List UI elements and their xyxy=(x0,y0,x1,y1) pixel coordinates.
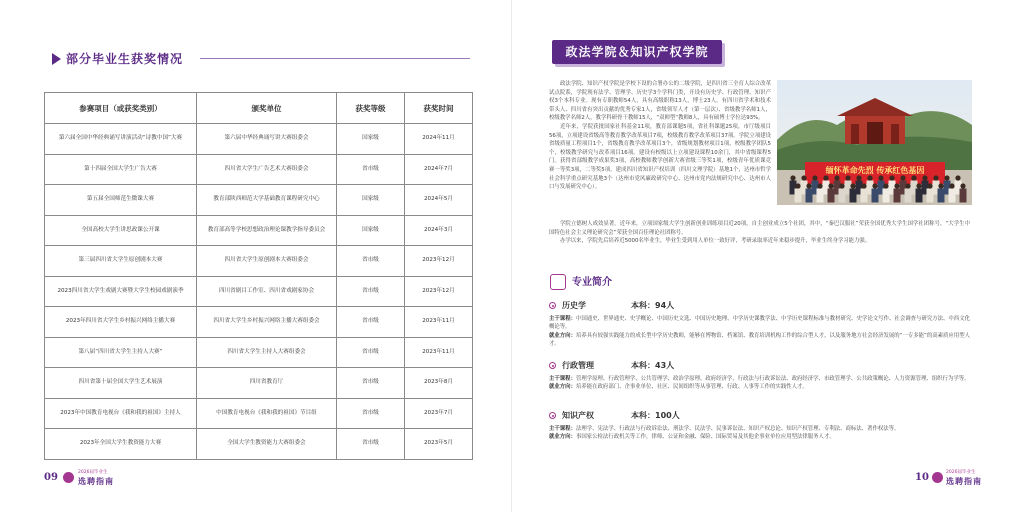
person-body xyxy=(905,189,912,203)
person-head xyxy=(845,175,850,180)
person-head xyxy=(806,183,811,188)
person-body xyxy=(828,189,835,203)
person-head xyxy=(867,175,872,180)
cell-date: 2024年5月 xyxy=(405,185,473,216)
page-number: 09 xyxy=(44,472,58,483)
cell-project: 2023四川省大学生戏剧大赛暨大学生校园戏剧演季 xyxy=(45,276,197,307)
person-body xyxy=(938,189,945,203)
intro-paragraph: 近年来，学院获批国家社科基金11项，教育部课题5项，省社科课题25项，市厅级项目56项，立项建设省级高等教育教学改革项目7项，校级教育教学改革项目37项。学院立项建设省级质量工程项目1个，省级教育教学改革项目3个，省级规划教材项目1项，校级教学团队5个，校级教学研究与改革项目16项。建设有校级以上立项建设课程10余门，其中省级课程5门。获得省部级教学成果奖3项，高校教师教学创新大赛省级三等奖1项，校级青年优质课竞赛一等奖3项，二等奖5项。建成四川省知识产权培训（四川文理学院）基地1个，达州市哲学社会科学重点研究基地3个（达州市党风廉政研究中心、达州市党内法规研究中心、达州市人口与发展研究中心）。 xyxy=(549,123,771,191)
major-count: 本科：43人 xyxy=(631,361,675,370)
page-number: 10 xyxy=(915,472,929,483)
person-head xyxy=(933,175,938,180)
person-body xyxy=(850,189,857,203)
major-jobs: 就业方向：事国家公检法行政机关等工作，律师、公证和金融、保险、国际贸易及其他企事业单位应用型法律服务人才。 xyxy=(549,434,835,441)
person-head xyxy=(889,175,894,180)
cell-issuer: 全国大学生教资能力大赛组委会 xyxy=(197,429,337,460)
table-row xyxy=(45,368,473,399)
major-courses: 主干课程：中国通史、世界通史、史学概论、中国历史文选、中国历史地理、中学历史课教学法、中学历史课程标准与教材研究、史学论文写作、社会调查与研究方法、中西文化概论等。 xyxy=(549,316,970,331)
logo-badge-icon xyxy=(932,472,943,483)
person-head xyxy=(812,175,817,180)
major-ip xyxy=(549,410,970,442)
cell-level: 省市级 xyxy=(337,368,405,399)
header-level: 获奖等级 xyxy=(337,93,405,124)
table-row xyxy=(45,154,473,185)
cell-project: 全国高校大学生讲思政课公开课 xyxy=(45,215,197,246)
cell-issuer: 教育部陕西师范大学基础教育课程研究中心 xyxy=(197,185,337,216)
major-name: 知识产权 xyxy=(562,411,594,420)
college-intro xyxy=(549,80,771,192)
major-name: 行政管理 xyxy=(562,361,594,370)
table-row xyxy=(45,429,473,460)
person-head xyxy=(828,183,833,188)
cell-project: 第五届全国师范生微课大赛 xyxy=(45,185,197,216)
person-head xyxy=(911,175,916,180)
person-head xyxy=(856,175,861,180)
person-head xyxy=(834,175,839,180)
cell-project: 四川省第十届全国大学生艺术展演 xyxy=(45,368,197,399)
person-head xyxy=(900,175,905,180)
triangle-marker-icon xyxy=(52,53,61,65)
cell-level: 省市级 xyxy=(337,276,405,307)
cell-date: 2023年7月 xyxy=(405,398,473,429)
cell-issuer: 中国教育电视台《我和我的祖国》节目组 xyxy=(197,398,337,429)
table-row xyxy=(45,185,473,216)
cell-level: 省市级 xyxy=(337,154,405,185)
cell-level: 省市级 xyxy=(337,307,405,338)
cell-date: 2024年3月 xyxy=(405,215,473,246)
major-intro-icon xyxy=(550,274,566,290)
major-public-admin xyxy=(549,360,970,392)
person-body xyxy=(883,189,890,203)
cell-issuer: 四川省大学生原创剧本大赛组委会 xyxy=(197,246,337,277)
person-head xyxy=(878,175,883,180)
person-body xyxy=(927,189,934,203)
group-photo-illustration xyxy=(777,80,972,205)
person-body xyxy=(817,189,824,203)
cell-date: 2023年5月 xyxy=(405,429,473,460)
person-head xyxy=(801,175,806,180)
intro-paragraph: 学院立德树人成效显著。近年来，立项国家级大学生创新创业训练项目近20项，自主创业成立5个社团，其中，“秦巴汉服社”荣获全国优秀大学生国学社团称号，“大学生中国特色社会主义理论研究会”荣获全国百佳理论社团称号。 xyxy=(549,221,970,236)
footer-title: 选聘指南 xyxy=(946,477,982,486)
cell-date: 2023年12月 xyxy=(405,276,473,307)
footer-title: 选聘指南 xyxy=(78,477,114,486)
cell-level: 省市级 xyxy=(337,246,405,277)
person-head xyxy=(850,183,855,188)
cell-project: 第三届四川省大学生原创剧本大赛 xyxy=(45,246,197,277)
cell-level: 国家级 xyxy=(337,215,405,246)
table-row xyxy=(45,337,473,368)
awards-table xyxy=(44,92,473,460)
person-head xyxy=(944,175,949,180)
table-row xyxy=(45,276,473,307)
table-row xyxy=(45,398,473,429)
cell-level: 省市级 xyxy=(337,429,405,460)
major-name: 历史学 xyxy=(562,301,586,310)
cell-issuer: 四川省教育厅 xyxy=(197,368,337,399)
person-body xyxy=(894,189,901,203)
cell-project: 第六届全国中华经典诵写讲演活动“诗教中国”大赛 xyxy=(45,124,197,155)
person-head xyxy=(823,175,828,180)
bullet-icon xyxy=(549,302,556,309)
intro-paragraph: 政法学院、知识产权学院是学校下设的合署办公的二级学院，是四川省三全育人综合改革试点院系，学院现有法学、管理学、历史学3个学科门类，开设有历史学、行政管理、知识产权3个本科专业。现有专职教师54人，具有高级职称13人，博士23人。有四川省学术和技术带头人、四川省有突出贡献的优秀专家1人，省级领军人才（第一层次）、省级教学名师1人，校级教学名师2人，教学科研骨干教师15人，“双师型”教师8人，具有硕博士学位达93%。 xyxy=(549,81,771,122)
footer-subtitle: 2026届毕业生 xyxy=(78,470,108,475)
cell-date: 2023年11月 xyxy=(405,337,473,368)
major-courses: 主干课程：法理学、宪法学、行政法与行政诉讼法、刑法学、民法学、民事诉讼法、知识产权总论、知识产权管理、专利法、商标法、著作权法等。 xyxy=(549,426,900,432)
table-row xyxy=(45,246,473,277)
person-body xyxy=(861,189,868,203)
bullet-icon xyxy=(549,362,556,369)
person-head xyxy=(883,183,888,188)
person-body xyxy=(806,189,813,203)
awards-section-title: 部分毕业生获奖情况 xyxy=(66,52,184,66)
college-title-box xyxy=(552,40,722,64)
cell-level: 省市级 xyxy=(337,337,405,368)
cell-issuer: 四川省剧目工作室、四川省戏剧家协会 xyxy=(197,276,337,307)
major-jobs: 就业方向：培养能在政府部门、企事业单位、社区、民间组织等从事管理、行政、人事等工作的实践性人才。 xyxy=(549,384,808,391)
cell-level: 国家级 xyxy=(337,124,405,155)
cell-level: 国家级 xyxy=(337,185,405,216)
person-head xyxy=(839,183,844,188)
header-issuer: 颁奖单位 xyxy=(197,93,337,124)
cell-date: 2024年11月 xyxy=(405,124,473,155)
group-photo xyxy=(777,80,972,205)
person-head xyxy=(795,183,800,188)
table-header-row xyxy=(45,93,473,124)
title-divider xyxy=(200,58,470,59)
college-title: 政法学院＆知识产权学院 xyxy=(565,45,709,59)
table-row xyxy=(45,307,473,338)
cell-issuer: 第六届中华经典诵写讲大赛组委会 xyxy=(197,124,337,155)
major-jobs: 就业方向：培养具有较强实践能力的成长型中学历史教师，能够在博物馆、档案馆、教育培训机构工作的综合型人才，以及服务地方社会经济发展的“一专多能”的高素质应用型人才。 xyxy=(549,332,970,348)
cell-project: 2023年全国大学生教资能力大赛 xyxy=(45,429,197,460)
person-head xyxy=(790,175,795,180)
person-body xyxy=(795,189,802,203)
person-head xyxy=(938,183,943,188)
person-head xyxy=(960,183,965,188)
header-project: 参赛项目（或获奖类别） xyxy=(45,93,197,124)
person-head xyxy=(949,183,954,188)
person-head xyxy=(861,183,866,188)
major-history xyxy=(549,300,970,349)
cell-date: 2023年8月 xyxy=(405,368,473,399)
person-head xyxy=(916,183,921,188)
person-head xyxy=(905,183,910,188)
cell-project: 2023年中国教育电视台《我和我的祖国》主持人 xyxy=(45,398,197,429)
person-head xyxy=(927,183,932,188)
cell-project: 2023年四川省大学生乡村振兴网络主播大赛 xyxy=(45,307,197,338)
person-body xyxy=(839,189,846,203)
person-body xyxy=(916,189,923,203)
table-row xyxy=(45,215,473,246)
intro-paragraph: 办学以来，学院先后培养近5000名毕业生，毕业生受到用人单位一致好评，考研录取率近年来稳步提升，毕业生终身学习能力强。 xyxy=(560,238,871,245)
header-date: 获奖时间 xyxy=(405,93,473,124)
person-head xyxy=(872,183,877,188)
person-head xyxy=(955,175,960,180)
cell-issuer: 四川省大学生广告艺术大赛组委会 xyxy=(197,154,337,185)
college-achievements xyxy=(549,220,970,246)
person-head xyxy=(922,175,927,180)
cell-issuer: 四川省大学生乡村振兴网络主播大赛组委会 xyxy=(197,307,337,338)
cell-project: 第十四届全国大学生广告大赛 xyxy=(45,154,197,185)
cell-issuer: 四川省大学生主持人大赛组委会 xyxy=(197,337,337,368)
major-courses: 主干课程：管理学原理、行政管理学、公共管理学、政治学原理、政府经济学、行政法与行政诉讼法、政府经济学、市政管理学、公共政策概论、人力资源管理、组织行为学等。 xyxy=(549,376,970,382)
major-intro-title: 专业简介 xyxy=(572,277,612,288)
major-count: 本科：100人 xyxy=(631,411,680,420)
logo-badge-icon xyxy=(63,472,74,483)
cell-project: 第八届“四川省大学生主持人大赛” xyxy=(45,337,197,368)
person-head xyxy=(894,183,899,188)
cell-date: 2023年11月 xyxy=(405,307,473,338)
footer-subtitle: 2026届毕业生 xyxy=(946,470,976,475)
photo-banner-text: 缅怀革命先烈 传承红色基因 xyxy=(825,166,925,175)
cell-date: 2023年12月 xyxy=(405,246,473,277)
cell-issuer: 教育部高等学校思想政治理论课教学指导委员会 xyxy=(197,215,337,246)
table-row xyxy=(45,124,473,155)
major-count: 本科：94人 xyxy=(631,301,675,310)
cell-level: 省市级 xyxy=(337,398,405,429)
person-body xyxy=(960,189,967,203)
person-head xyxy=(817,183,822,188)
person-body xyxy=(872,189,879,203)
bullet-icon xyxy=(549,412,556,419)
cell-date: 2024年7月 xyxy=(405,154,473,185)
person-body xyxy=(949,189,956,203)
